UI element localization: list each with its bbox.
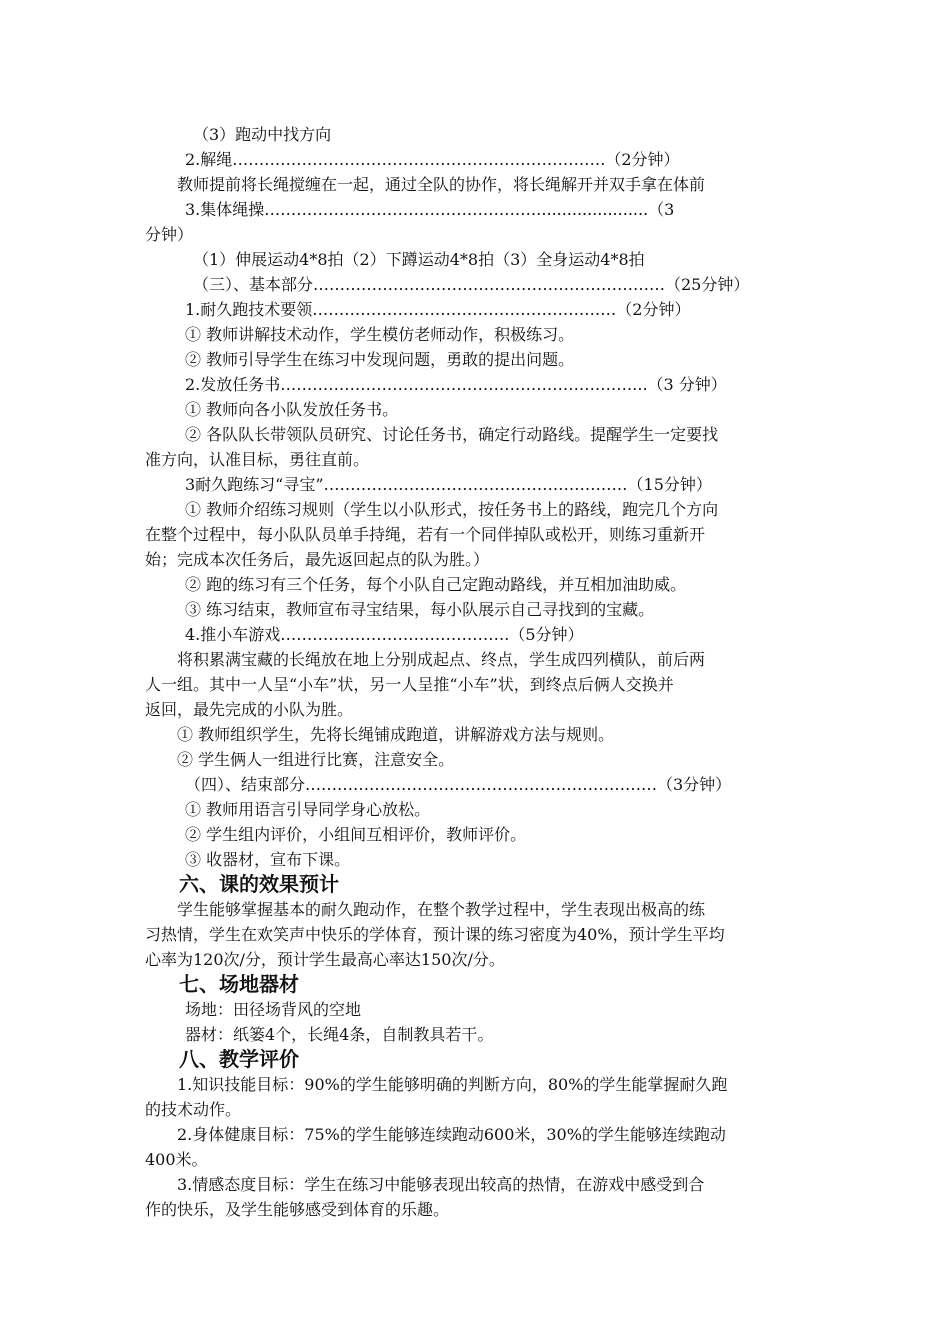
text-line: ② 教师引导学生在练习中发现问题，勇敢的提出问题。 — [185, 350, 575, 369]
text-line: ③ 收器材，宣布下课。 — [185, 850, 351, 869]
section-heading-evaluation: 八、教学评价 — [179, 1047, 299, 1071]
text-line: 的技术动作。 — [145, 1100, 242, 1119]
section-heading-equipment: 七、场地器材 — [179, 972, 299, 996]
text-line: （四）、结束部分…………………………………………………………（3分钟） — [185, 775, 732, 794]
text-line: 2.解绳…………………………………………………………….（2分钟） — [185, 150, 680, 169]
text-line: 2.身体健康目标：75%的学生能够连续跑动600米，30%的学生能够连续跑动 — [177, 1125, 726, 1144]
text-line: 1.耐久跑技术要领…………………………………………………（2分钟） — [185, 300, 691, 319]
text-line: 始；完成本次任务后，最先返回起点的队为胜。） — [145, 550, 490, 569]
section-equipment-body — [145, 997, 812, 1047]
text-line: 1.知识技能目标：90%的学生能够明确的判断方向，80%的学生能掌握耐久跑 — [177, 1075, 728, 1094]
text-line: ② 学生组内评价，小组间互相评价，教师评价。 — [185, 825, 527, 844]
section-evaluation-body — [145, 1072, 812, 1222]
text-line: 2.发放任务书…………………………………………………………...（3 分钟） — [185, 375, 727, 394]
text-line: 教师提前将长绳搅缠在一起，通过全队的协作，将长绳解开并双手拿在体前 — [177, 175, 706, 194]
text-line: ① 教师用语言引导同学身心放松。 — [185, 800, 431, 819]
section-heading-effect: 六、课的效果预计 — [179, 872, 339, 896]
text-line: 3.情感态度目标：学生在练习中能够表现出较高的热情，在游戏中感受到合 — [177, 1175, 705, 1194]
text-line: 400米。 — [145, 1150, 208, 1169]
text-line: 场地：田径场背风的空地 — [185, 1000, 362, 1019]
text-line: （1）伸展运动4*8拍（2）下蹲运动4*8拍（3）全身运动4*8拍 — [193, 250, 645, 269]
text-line: 准方向，认准目标，勇往直前。 — [145, 450, 370, 469]
text-line: （3）跑动中找方向 — [193, 125, 332, 144]
text-line: ② 跑的练习有三个任务，每个小队自己定跑动路线，并互相加油助威。 — [185, 575, 687, 594]
text-line: （三）、基本部分…………………………………………………………（25分钟） — [193, 275, 750, 294]
text-line: ① 教师讲解技术动作，学生模仿老师动作，积极练习。 — [185, 325, 575, 344]
text-line: 学生能够掌握基本的耐久跑动作，在整个教学过程中，学生表现出极高的练 — [177, 900, 706, 919]
section-effect-body — [145, 897, 812, 972]
text-line: 3.集体绳操……………………………………………......................（3 — [185, 200, 675, 219]
text-line: ① 教师组织学生，先将长绳铺成跑道，讲解游戏方法与规则。 — [177, 725, 615, 744]
text-line: 返回，最先完成的小队为胜。 — [145, 700, 354, 719]
text-line: ③ 练习结束，教师宣布寻宝结果，每小队展示自己寻找到的宝藏。 — [185, 600, 655, 619]
text-line: ② 各队队长带领队员研究、讨论任务书，确定行动路线。提醒学生一定要找 — [185, 425, 719, 444]
text-line: ① 教师介绍练习规则（学生以小队形式，按任务书上的路线，跑完几个方向 — [185, 500, 719, 519]
document-page — [145, 122, 812, 1222]
lesson-body — [145, 122, 812, 872]
text-line: 人一组。其中一人呈“小车”状，另一人呈推“小车”状，到终点后俩人交换并 — [145, 675, 674, 694]
text-line: 分钟） — [145, 225, 194, 244]
text-line: 器材：纸篓4个，长绳4条，自制教具若干。 — [185, 1025, 494, 1044]
text-line: 习热情，学生在欢笑声中快乐的学体育，预计课的练习密度为40%，预计学生平均 — [145, 925, 725, 944]
text-line: 心率为120次/分，预计学生最高心率达150次/分。 — [145, 950, 505, 969]
text-line: ① 教师向各小队发放任务书。 — [185, 400, 399, 419]
text-line: ② 学生俩人一组进行比赛，注意安全。 — [177, 750, 455, 769]
text-line: 在整个过程中，每小队队员单手持绳，若有一个同伴掉队或松开，则练习重新开 — [145, 525, 706, 544]
text-line: 作的快乐，及学生能够感受到体育的乐趣。 — [145, 1200, 450, 1219]
text-line: 将积累满宝藏的长绳放在地上分别成起点、终点，学生成四列横队，前后两 — [177, 650, 706, 669]
text-line: 3耐久跑练习“寻宝”…………………………………………………（15分钟） — [185, 475, 712, 494]
text-line: 4.推小车游戏…………………………………….（5分钟） — [185, 625, 584, 644]
